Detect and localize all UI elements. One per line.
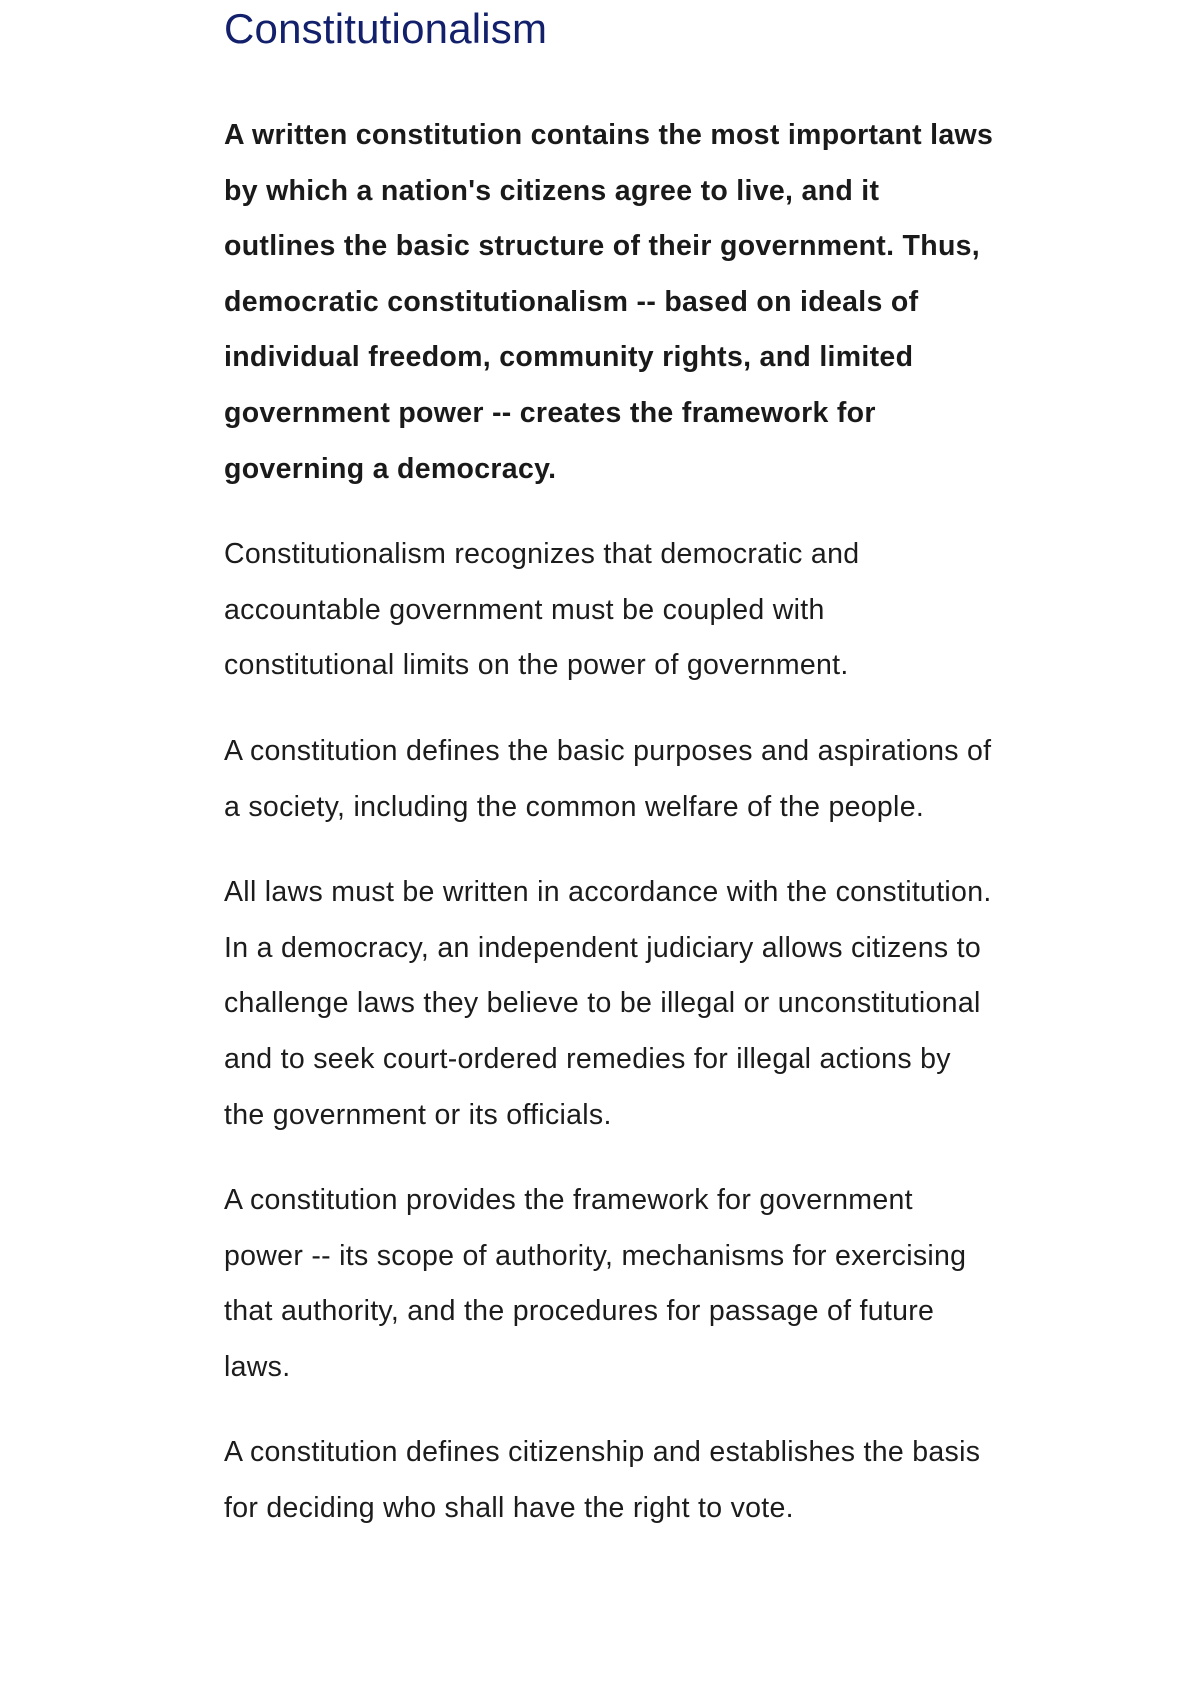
page-title: Constitutionalism <box>224 5 548 52</box>
paragraph-citizenship: A constitution defines citizenship and establishes the basis for deciding who shall have the right to vote. <box>224 1436 981 1525</box>
paragraph-government-power: A constitution provides the framework for government power -- its scope of authority, mechanisms for exercising that authority, and the procedures for passage of future laws. <box>224 1184 967 1383</box>
paragraph-purposes: A constitution defines the basic purposes and aspirations of a society, including the common welfare of the people. <box>224 734 992 823</box>
article <box>224 0 994 1537</box>
paragraph-judiciary: All laws must be written in accordance with the constitution. In a democracy, an independent judiciary allows citizens to challenge laws they believe to be illegal or unconstitutional and to seek court-ordered remedies for illegal actions by the government or its officials. <box>224 876 992 1131</box>
paragraph-accountable-government: Constitutionalism recognizes that democratic and accountable government must be coupled with constitutional limits on the power of government. <box>224 538 860 682</box>
lead-paragraph: A written constitution contains the most important laws by which a nation's citizens agree to live, and it outlines the basic structure of their government. Thus, democratic constitutionalism -- based on ideals of individual freedom, community rights, and limited government power -- creates the framework for governing a democracy. <box>224 119 994 485</box>
